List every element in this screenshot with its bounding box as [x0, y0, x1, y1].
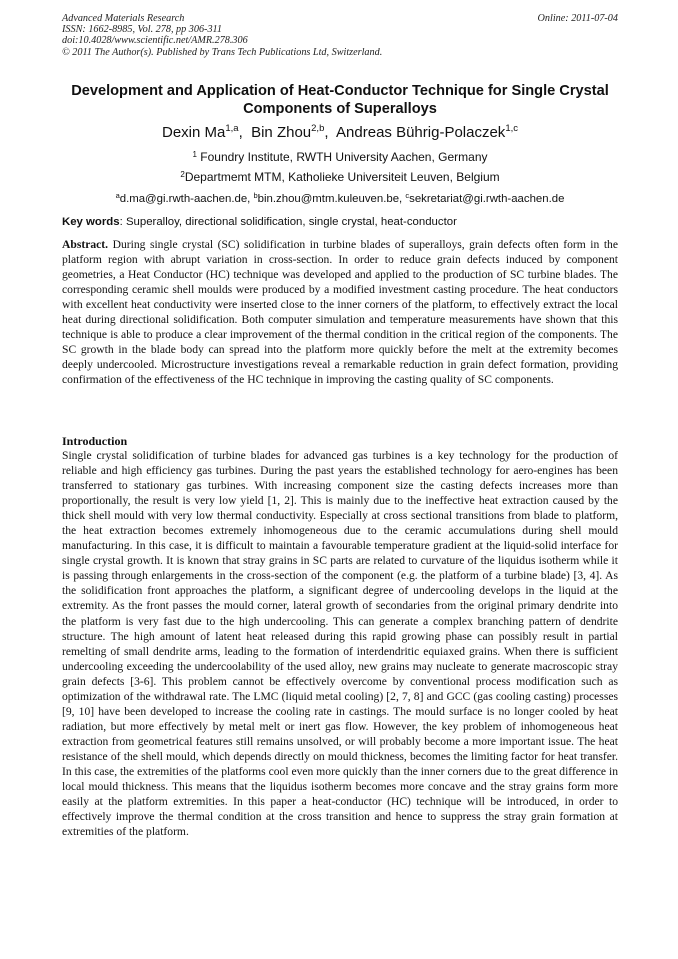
affiliation-text: Foundry Institute, RWTH University Aachen, Germany — [196, 150, 488, 164]
author-name: Dexin Ma — [162, 124, 226, 141]
online-date: Online: 2011-07-04 — [537, 13, 618, 24]
email-link[interactable]: bin.zhou@mtm.kuleuven.be, — [257, 193, 406, 205]
introduction-body: Single crystal solidification of turbine blades for advanced gas turbines is a key technology for the production of reliable and high efficiency gas turbines. During the past years the established technology for aero-engines has been transferred to stationary gas turbines. With increasing component size the casting defects increases more than proportionally, the result is very low yield [1, 2]. This is mainly due to the ineffective heat extraction caused by the thick shell mould with very low thermal conductivity. Especially at cross sectional transitions from blade to platform, the heat extraction becomes extremely inhomogeneous due to the ceramic accumulations during shell mould manufacturing. In this case, it is difficult to maintain a favourable temperature gradient at the liquid-solid interface for single crystal growth. It is known that stray grains in SC parts are related to curvature of the liquidus isotherm while it is passing through enlargements in the cross-section of the component (e.g. the platform of a turbine blade) [3, 4]. As the solidification front approaches the platform, a significant degree of undercooling develops in the liquid at the extremity. As the front passes the mould corner, lateral growth of secondaries from the original primary dendrite into the platform is very fast due to the high undercooling. This can generate a complex branching pattern of dendrite structure. The high amount of latent heat released during this rapid growing phase can possibly result in partial remelting of small dendrite arms, leading to the formation of interdendritic equiaxed grains. When there is sufficient undercooling exceeding the undercoolability of the used alloy, new grains may nucleate to generate macroscopic stray grain defects [3-6]. This problem cannot be effectively overcome by conventional process modification such as optimization of the withdrawal rate. The LMC (liquid metal cooling) [2, 7, 8] and GCC (gas cooling casting) processes [9, 10] have been developed to increase the cooling rate in castings. The mould surface is no longer cooled by heat radiation, but more effectively by metal melt or inert gas flow. However, the key problem of inhomogeneous heat extraction from geometrical features still remains unsolved, or will probably become a more important issue. The heat resistance of the shell mould, which depends directly on mould thickness, becomes the limiting factor for heat transfer. In this case, the extremities of the platforms cool even more quickly than the inner corners due to the great difference in local mould thickness. This means that the liquidus isotherm becomes more concave and the stray grains form more easily at the platform extremities. In this paper a heat-conductor (HC) technique will be introduced, in order to effectively improve the thermal condition at the cross transition and hence to suppress the stray grain formation at extremities of the platform. — [62, 449, 618, 839]
journal-header — [62, 13, 618, 58]
email-link[interactable]: sekretariat@gi.rwth-aachen.de — [409, 193, 565, 205]
paper-title: Development and Application of Heat-Conductor Technique for Single Crystal Components of Superalloys — [71, 83, 609, 117]
affiliation-mark: 2 — [180, 170, 185, 179]
author-affiliation-mark: 1,c — [505, 123, 518, 134]
abstract — [62, 237, 618, 387]
keywords-label: Key words — [62, 216, 120, 228]
journal-issn: ISSN: 1662-8985, Vol. 278, pp 306-311 — [62, 24, 222, 36]
affiliation-mark: 1 — [192, 150, 197, 159]
keywords — [62, 215, 618, 229]
introduction-heading: Introduction — [62, 434, 128, 448]
keywords-text: : Superalloy, directional solidification, single crystal, heat-conductor — [119, 216, 457, 228]
author-affiliation-mark: 1,a — [225, 123, 239, 134]
affiliation-text: Departmemt MTM, Katholieke Universiteit Leuven, Belgium — [184, 170, 500, 184]
email-mark: b — [253, 191, 258, 200]
affiliation-1 — [62, 150, 618, 164]
journal-doi: doi:10.4028/www.scientific.net/AMR.278.306 — [62, 35, 248, 47]
email-mark: a — [115, 191, 120, 200]
author-separator: , — [238, 124, 252, 141]
abstract-label: Abstract. — [62, 238, 109, 251]
author-name: Andreas Bührig-Polaczek — [336, 124, 506, 141]
email-mark: c — [405, 191, 410, 200]
journal-name: Advanced Materials Research — [62, 13, 185, 24]
email-link[interactable]: d.ma@gi.rwth-aachen.de, — [119, 193, 254, 205]
affiliation-2 — [62, 170, 618, 184]
author-emails — [62, 192, 618, 206]
author-separator: , — [324, 124, 337, 141]
abstract-text: During single crystal (SC) solidification in turbine blades of superalloys, grain defects often form in the platform region with abrupt variation in cross-section. In order to reduce grain defects induced by component geometries, a Heat Conductor (HC) technique was developed and applied to the production of SC turbine blades. The corresponding ceramic shell moulds were produced by a modified investment casting procedure. The heat conductors with excellent heat conductivity were inserted close to the inner corners of the platform, to effectively extract the local heat during directional solidification. Both computer simulation and temperature measurements have shown that this technique is able to produce a clear improvement of the thermal condition in the critical region of the components. The SC growth in the blade body can spread into the platform more quickly before the melt at the extremity becomes deeply undercooled. Microstructure investigations reveal a remarkable reduction in grain defect formation, providing confirmation of the effectiveness of the HC technique in improving the casting quality of SC components. — [62, 238, 618, 386]
author-list — [62, 124, 618, 142]
author-name: Bin Zhou — [251, 124, 312, 141]
journal-copyright: © 2011 The Author(s). Published by Trans Tech Publications Ltd, Switzerland. — [62, 46, 383, 58]
author-affiliation-mark: 2,b — [311, 123, 325, 134]
